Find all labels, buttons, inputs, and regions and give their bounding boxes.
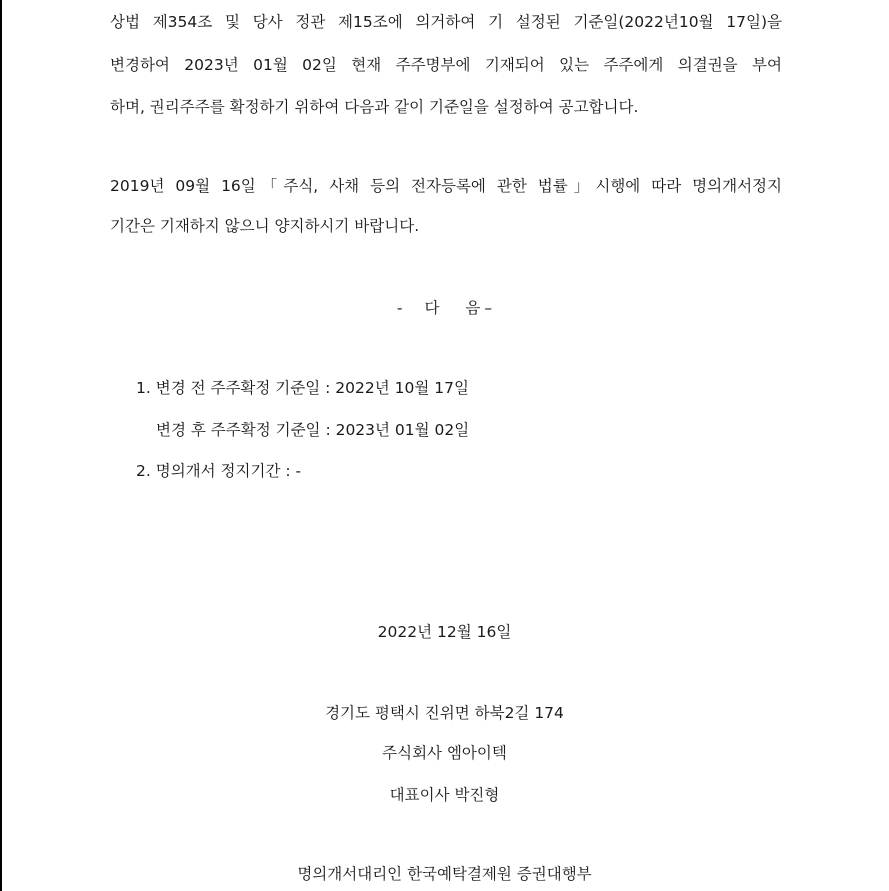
section-heading [0,298,889,318]
company-name: 주식회사 엠아이텍 [382,744,507,762]
heading-left-dash: - [396,299,403,317]
paragraph-1-line-3: 하며, 권리주주를 확정하기 위하여 다음과 같이 기준일을 설정하여 공고합니다. [110,98,639,116]
transfer-agent: 명의개서대리인 한국예탁결제원 증권대행부 [297,865,592,883]
company-address: 경기도 평택시 진위면 하북2길 174 [325,704,564,722]
paragraph-2-line-1: 2019년 09월 16일「주식, 사채 등의 전자등록에 관한 법률」시행에 따라 명의개서정지 [110,177,782,195]
paragraph-1-line-2: 변경하여 2023년 01월 02일 현재 주주명부에 기재되어 있는 주주에게 의결권을 부여 [110,56,782,74]
list-item-1-after: 변경 후 주주확정 기준일 : 2023년 01월 02일 [156,421,470,439]
paragraph-1-line-1: 상법 제354조 및 당사 정관 제15조에 의거하여 기 설정된 기준일(2022년10월 17일)을 [110,13,782,31]
paragraph-2-line-2: 기간은 기재하지 않으니 양지하시기 바랍니다. [110,217,420,235]
list-item-1: 1. 변경 전 주주확정 기준일 : 2022년 10월 17일 [136,379,469,397]
heading-word-da: 다 [424,299,440,317]
heading-right-dash: – [484,299,493,317]
list-item-2: 2. 명의개서 정지기간 : - [136,462,302,480]
notice-date: 2022년 12월 16일 [377,623,512,641]
heading-word-eum: 음 [465,299,481,317]
company-representative: 대표이사 박진형 [389,786,500,804]
